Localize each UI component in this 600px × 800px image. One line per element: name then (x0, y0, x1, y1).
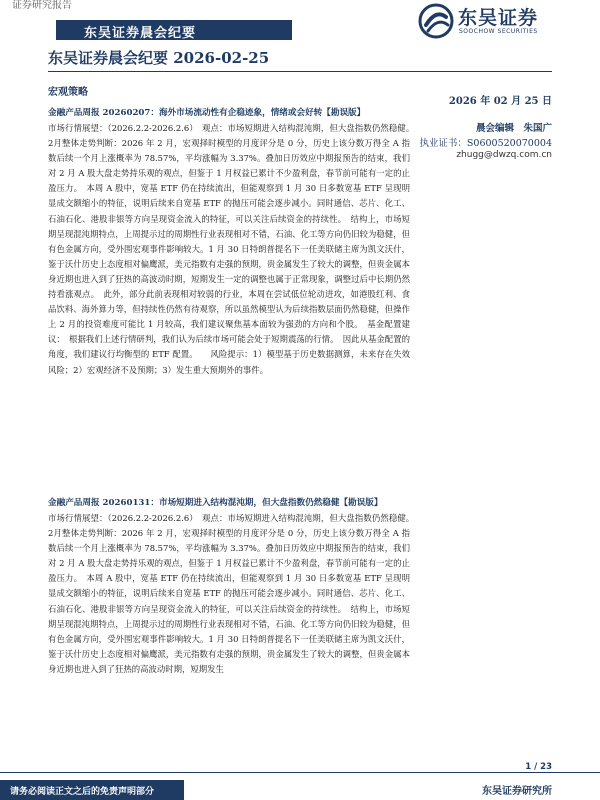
article-1 (48, 106, 419, 381)
banner-title: 东吴证券晨会纪要 (84, 26, 197, 41)
banner (56, 20, 292, 40)
article-2 (48, 496, 419, 680)
article-body: 市场行情展望：（2026.2.2-2026.2.6） 观点：市场短期进入结构混沌期，但大盘指数仍然稳健。 2月整体走势判断：2026 年 2 月，宏观择时模型的月度评分是 0 分，历史上该分数万得全 A 指数后续一个月上涨概率为 78.57%，平均涨幅为 3.37%。叠加日历效应中期报预告的结束，我们对 2 月 A 股大盘走势持乐观的观点，但鉴于 1 月权益已累计不少盈利盘，春节前可能有一定的止盈压力。 本周 A 股中，宽基 ETF 仍在持续流出，但能观察到 1 月 30 日多数宽基 ETF 呈现明显成交额缩小的特征，说明后续来自宽基 ETF 的抛压可能会逐步减小。同时通信、芯片、化工、石油石化、港股非银等方向呈现资金流入的特征，可以关注后续资金的持续性。 结构上，市场短期呈现混沌期特点，上周提示过的周期性行业表现相对不错，石油、化工等方向仍旧较为稳健，但有色金属方向，受外围宏观事件影响较大。1 月 30 日特朗普提名下一任美联储主席为凯文沃什，鉴于沃什历史上态度相对偏鹰派，美元指数有走强的预期，贵金属发生了较大的调整，但贵金属本身近期也进入到了狂热的高波动时期，短期发生一定的调整也属于正常现象，调整过后中长期仍然持看涨观点。 此外，部分此前表现相对较弱的行业，本周在尝试低位轮动进攻，如港股红利、食品饮料、海外算力等，但持续性仍然有待观察，所以虽然模型认为后续指数层面仍然稳健，但操作上 2 月的投资难度可能比 1 月较高，我们建议聚焦基本面较为强劲的方向和个股。 基金配置建议： 根据我们上述行情研判，我们认为后续市场可能会处于短期震荡的行情。 因此从基金配置的角度，我们建议行均衡型的 ETF 配置。 风险提示：1）模型基于历史数据测算，未来存在失效风险；2）宏观经济不及预期；3）发生重大预期外的事件。 (48, 123, 419, 375)
company-logo (418, 3, 598, 39)
report-type: 证券研究报告 (8, 0, 76, 12)
disclaimer-banner (0, 780, 184, 800)
article-title: 金融产品周报 20260207：海外市场流动性有企稳迹象，情绪或会好转【勘误版】 (48, 108, 366, 118)
logo-subtext: SOOCHOW SECURITIES (459, 28, 538, 35)
footer-org: 东吴证券研究所 (482, 786, 552, 797)
page-title: 东吴证券晨会纪要 2026-02-25 (48, 49, 270, 67)
editor-email[interactable]: zhugg@dwzq.com.cn (456, 150, 552, 160)
logo-mark-icon (418, 3, 454, 39)
section-heading: 宏观策略 (48, 87, 88, 98)
page-number: 1 / 23 (525, 762, 552, 772)
editor-name: 晨会编辑 朱国广 (475, 123, 552, 134)
disclaimer-text: 请务必阅读正文之后的免责声明部分 (10, 787, 155, 797)
footer-divider (0, 772, 600, 773)
report-date: 2026 年 02 月 25 日 (448, 96, 552, 107)
article-body: 市场行情展望：（2026.2.2-2026.2.6） 观点：市场短期进入结构混沌期，但大盘指数仍然稳健。 2月整体走势判断：2026 年 2 月，宏观择时模型的月度评分是 0 分，历史上该分数万得全 A 指数后续一个月上涨概率为 78.57%，平均涨幅为 3.37%。叠加日历效应中期报预告的结束，我们对 2 月 A 股大盘走势持乐观的观点，但鉴于 1 月权益已累计不少盈利盘，春节前可能有一定的止盈压力。 本周 A 股中，宽基 ETF 仍在持续流出，但能观察到 1 月 30 日多数宽基 ETF 呈现明显成交额缩小的特征，说明后续来自宽基 ETF 的抛压可能会逐步减小。同时通信、芯片、化工、石油石化、港股非银等方向呈现资金流入的特征，可以关注后续资金的持续性。 结构上，市场短期呈现混沌期特点，上周提示过的周期性行业表现相对不错，石油、化工等方向仍旧较为稳健，但有色金属方向，受外围宏观事件影响较大。1 月 30 日特朗普提名下一任美联储主席为凯文沃什，鉴于沃什历史上态度相对偏鹰派，美元指数有走强的预期，贵金属发生了较大的调整，但贵金属本身近期也进入到了狂热的高波动时期，短期发生 (48, 513, 419, 674)
logo-text: 东吴证券 (458, 7, 539, 29)
license-number: 执业证书：S0600520070004 (419, 138, 552, 149)
article-title: 金融产品周报 20260131：市场短期进入结构混沌期，但大盘指数仍然稳健【勘误版】 (48, 498, 383, 508)
title-divider (48, 71, 552, 72)
